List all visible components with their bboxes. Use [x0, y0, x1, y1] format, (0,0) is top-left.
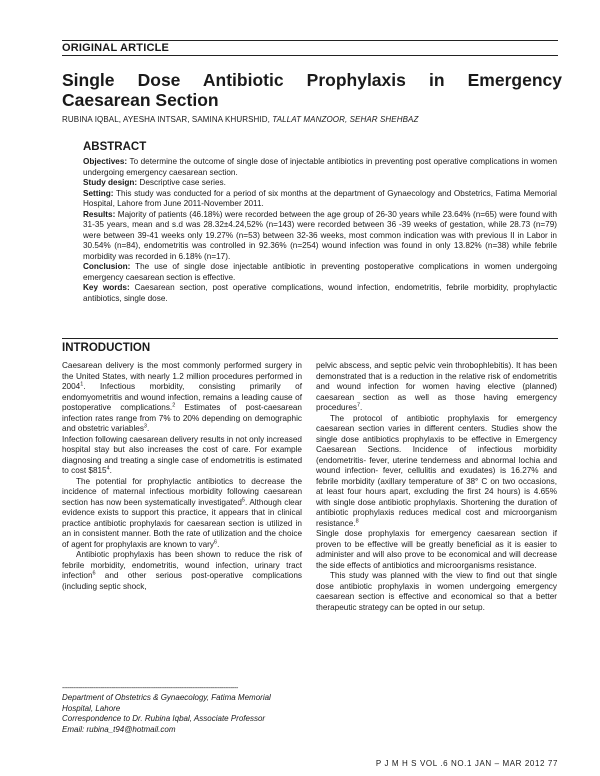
- footnote: [62, 693, 302, 735]
- abstract-conclusion: Conclusion: The use of single dose injectable antibiotic in preventing postoperative complications in women undergoing emergency caesarean section is effective.: [83, 262, 557, 282]
- authors-regular: RUBINA IQBAL, AYESHA INTSAR, SAMINA KHURSHID,: [62, 115, 273, 124]
- abstract-design: Study design: Descriptive case series.: [83, 178, 226, 187]
- paragraph: The potential for prophylactic antibiotics to decrease the incidence of maternal infectious morbidity following caesarean section has now been systematically investigated$^5$. Although clear evidence exists to support this practice, it appears that in clinical practice antibiotic prophylaxis for caesarean section is utilized in an in consistent manner. Both the rate of utilization and the choice of agent for prophylaxis are known to vary$^6$.: [62, 476, 302, 549]
- abstract-objectives: Objectives: To determine the outcome of single dose of injectable antibiotics in preventing post operative complications in women undergoing emergency caesarean section.: [83, 157, 557, 177]
- page-footer: P J M H S VOL .6 NO.1 JAN – MAR 2012 77: [375, 759, 558, 768]
- paragraph: The protocol of antibiotic prophylaxis for emergency caesarean section varies in different centers. Studies show the single dose antibiotics prophylaxis to be effective in Emergency Caesarean Sections. Incidence of infectious morbidity (endometritis- fever, uterine tenderness and abnormal lochia and wound infection- fever, cellulitis and exudates) is 16.27% and febrile morbidity (axillary temperature of 38° C on two occasions, at least four hours apart, excluding the first 24 hours) is 4.65% with single dose antibiotic prophylaxis. Shortening the duration of antibiotic prophylaxis reduces medical cost and microorganism resistance.$^8$: [316, 413, 557, 528]
- footnote-affiliation: Department of Obstetrics & Gynaecology, Fatima Memorial Hospital, Lahore: [62, 693, 271, 713]
- paragraph: Single dose prophylaxis for emergency caesarean section if proven to be effective will be greatly beneficial as it is easier to administer and will also prove to be economical and will decrease the side effects of antibiotics and microorganisms resistance.: [316, 529, 557, 570]
- footnote-separator: ------------------------------------------------------------------------------------------------: [62, 685, 238, 692]
- paragraph: Antibiotic prophylaxis has been shown to reduce the risk of febrile morbidity, endometritis, wound infection, urinary tract infection$^6$ and other serious post-operative complications (including septic shock,: [62, 550, 302, 591]
- abstract-keywords: Key words: Caesarean section, post operative complications, wound infection, endometritis, febrile morbidity, prophylactic antibiotics, single dose.: [83, 283, 557, 303]
- intro-rule: [62, 338, 558, 339]
- top-rule: [62, 40, 558, 41]
- paragraph: Caesarean delivery is the most commonly performed surgery in the United States, with nearly 1.2 million procedures performed in 2004$^1$. Infectious morbidity, consisting primarily of endomyometritis and wound infection, remains a leading cause of postoperative complications.$^2$ Estimates of post-caesarean infection rates range from 7% to 20% depending on demographic and obstetric variables$^3$.: [62, 361, 302, 433]
- introduction-heading: INTRODUCTION: [62, 342, 151, 354]
- right-column: [316, 361, 557, 613]
- section-rule: [62, 55, 558, 56]
- left-column: [62, 361, 302, 592]
- footnote-correspondence: Correspondence to Dr. Rubina Iqbal, Associate Professor: [62, 714, 266, 723]
- section-label: ORIGINAL ARTICLE: [62, 42, 170, 54]
- paragraph: This study was planned with the view to find out that single dose antibiotic prophylaxis in women undergoing emergency caesarean section is effective and economical so that a better therapeutic strategy can be opted in our setup.: [316, 571, 557, 612]
- footnote-email: Email: rubina_t94@hotmail.com: [62, 724, 176, 734]
- paragraph: pelvic abscess, and septic pelvic vein throbophlebitis). It has been demonstrated that is a reduction in the relative risk of endometritis and wound infection for women having elective (planned) caesarean section as well as those having emergency procedures$^7$.: [316, 361, 557, 412]
- abstract-setting: Setting: This study was conducted for a period of six months at the department of Gynaecology and Obstetrics, Fatima Memorial Hospital, Lahore from June 2011-November 2011.: [83, 188, 557, 208]
- abstract-results: Results: Majority of patients (46.18%) were recorded between the age group of 26-30 years while 23.64% (n=65) were found with 31-35 years, mean and s.d was 28.32±4.24,52% (n=143) were recorded between 36 -39 weeks of gestation, while 28.73 (n=79) were between 39-41 weeks only 19.27% (n=53) between 32-36 weeks, most common indication was with previous II in Labor in 30.54% (n=84), endometritis was controlled in 92.36% (n=254) wound infection was found in only 13.82% (n=38) while febrile morbidity was recorded in 6.18% (n=17).: [83, 209, 557, 261]
- paragraph: Infection following caesarean delivery results in not only increased hospital stay but also increases the cost of care. For example diagnosing and treating a single case of endometritis is estimated to cost $\$815^4$.: [62, 434, 302, 475]
- abstract-heading: ABSTRACT: [83, 141, 147, 153]
- author-list: [62, 115, 418, 124]
- authors-italic: TALLAT MANZOOR, SEHAR SHEHBAZ: [272, 115, 419, 124]
- article-title: Single Dose Antibiotic Prophylaxis in Emergency Caesarean Section: [62, 70, 562, 110]
- abstract-body: [83, 157, 557, 304]
